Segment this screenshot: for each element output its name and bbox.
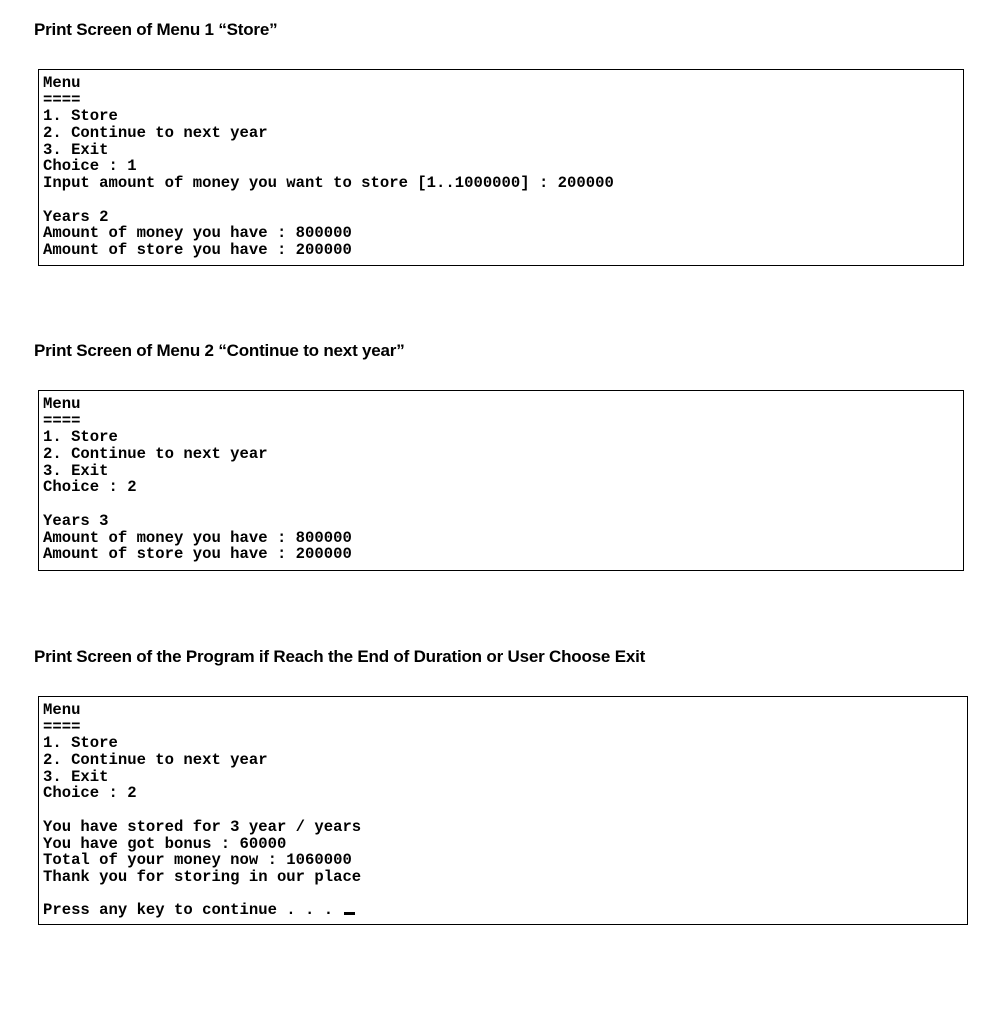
console-line: 3. Exit (43, 140, 109, 159)
console-line: 1. Store (43, 107, 118, 126)
console-line: You have stored for 3 year / years (43, 817, 362, 836)
console-screenshot-store (38, 69, 964, 266)
console-line: Thank you for storing in our place (43, 867, 362, 886)
console-line: Menu (43, 701, 81, 719)
console-line: ==== (43, 411, 81, 430)
console-screenshot-exit (38, 696, 968, 925)
console-line: ==== (43, 717, 81, 736)
console-line: 2. Continue to next year (43, 124, 268, 143)
console-line: Choice : 1 (43, 157, 137, 176)
console-blank-line (43, 886, 963, 903)
console-line: Amount of money you have : 800000 (43, 224, 352, 243)
console-blank-line (43, 192, 959, 209)
console-line: Menu (43, 74, 81, 92)
console-line: ==== (43, 90, 81, 109)
console-line: Menu (43, 395, 81, 413)
section-3-heading: Print Screen of the Program if Reach the End of Duration or User Choose Exit (34, 647, 646, 666)
console-line: 3. Exit (43, 461, 109, 480)
text-cursor-icon (344, 912, 355, 915)
console-line: Choice : 2 (43, 478, 137, 497)
console-blank-line (43, 496, 959, 513)
console-line: Total of your money now : 1060000 (43, 851, 352, 870)
console-line: You have got bonus : 60000 (43, 834, 287, 853)
section-1-heading: Print Screen of Menu 1 “Store” (34, 20, 278, 39)
console-screenshot-continue (38, 390, 964, 571)
press-any-key-prompt: Press any key to continue . . . (43, 901, 343, 920)
console-blank-line (43, 802, 963, 819)
console-line: Amount of store you have : 200000 (43, 545, 352, 564)
console-line: Amount of store you have : 200000 (43, 240, 352, 259)
console-line: Amount of money you have : 800000 (43, 528, 352, 547)
console-line: 1. Store (43, 734, 118, 753)
console-line: 2. Continue to next year (43, 445, 268, 464)
section-2-heading: Print Screen of Menu 2 “Continue to next year” (34, 341, 405, 360)
console-line: 2. Continue to next year (43, 751, 268, 770)
console-line: 3. Exit (43, 767, 109, 786)
console-line: Years 2 (43, 207, 109, 226)
console-line: 1. Store (43, 428, 118, 447)
console-line: Years 3 (43, 511, 109, 530)
console-line: Choice : 2 (43, 784, 137, 803)
console-line: Input amount of money you want to store [1..1000000] : 200000 (43, 174, 614, 193)
console-prompt-line (43, 902, 963, 919)
